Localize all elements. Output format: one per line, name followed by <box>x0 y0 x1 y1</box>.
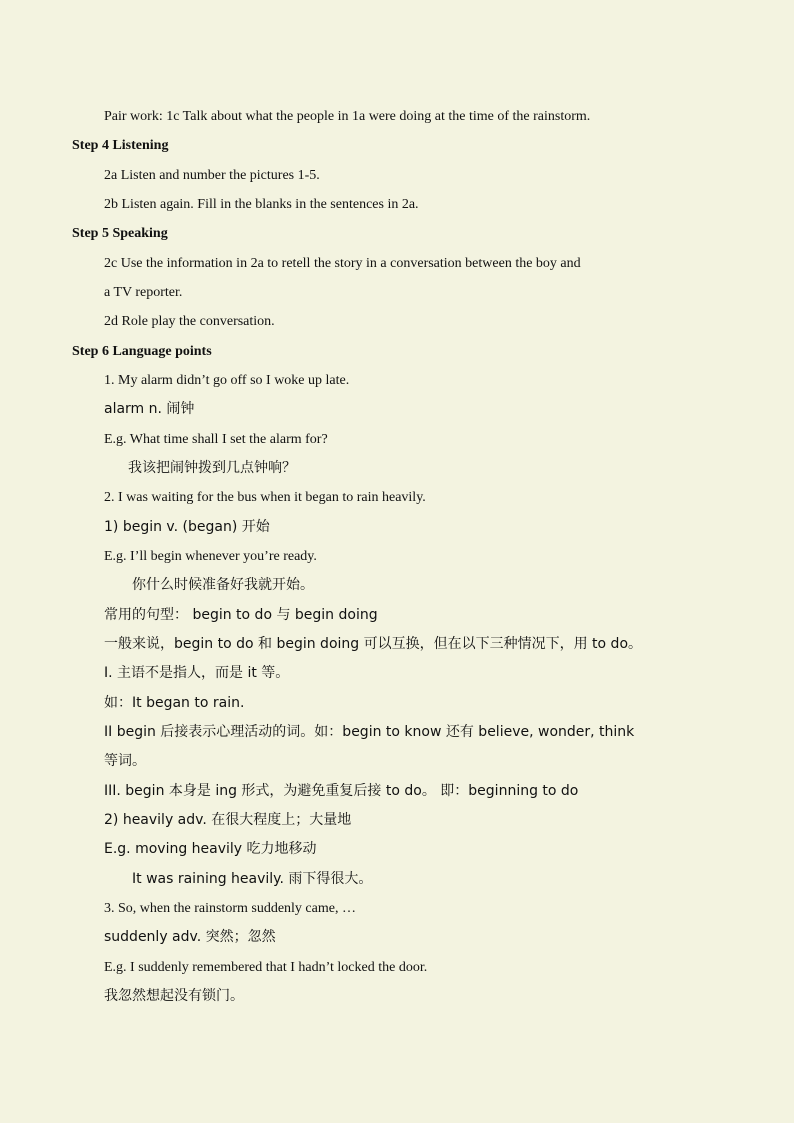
speaking-task-2c: 2c Use the information in 2a to retell the story in a conversation between the boy and <box>104 256 581 271</box>
speaking-task-2c-continuation: a TV reporter. <box>104 285 183 300</box>
alarm-definition: alarm n. 闹钟 <box>104 401 195 417</box>
listening-task-2b: 2b Listen again. Fill in the blanks in the sentences in 2a. <box>104 197 419 212</box>
pair-work-instruction: Pair work: 1c Talk about what the people in 1a were doing at the time of the rainstorm. <box>104 109 591 124</box>
suddenly-example: E.g. I suddenly remembered that I hadn’t locked the door. <box>104 960 428 975</box>
begin-rule-i-example: 如：It began to rain. <box>104 695 245 711</box>
heavily-example-2: It was raining heavily. 雨下得很大。 <box>132 871 373 887</box>
begin-example: E.g. I’ll begin whenever you’re ready. <box>104 549 317 564</box>
point-3-sentence: 3. So, when the rainstorm suddenly came, … <box>104 901 356 916</box>
begin-rule-ii: II begin 后接表示心理活动的词。如：begin to know 还有 believe, wonder, think <box>104 724 635 740</box>
step-4-heading: Step 4 Listening <box>72 138 169 153</box>
point-1-sentence: 1. My alarm didn’t go off so I woke up late. <box>104 373 350 388</box>
begin-rule-ii-continuation: 等词。 <box>104 753 146 769</box>
step-5-heading: Step 5 Speaking <box>72 226 168 241</box>
begin-rule-i: I. 主语不是指人，而是 it 等。 <box>104 665 290 681</box>
alarm-example-translation: 我该把闹钟拨到几点钟响？ <box>128 460 296 476</box>
heavily-example-1: E.g. moving heavily 吃力地移动 <box>104 841 317 857</box>
suddenly-example-translation: 我忽然想起没有锁门。 <box>104 988 244 1004</box>
suddenly-definition: suddenly adv. 突然；忽然 <box>104 929 276 945</box>
begin-definition: 1) begin v. (began) 开始 <box>104 519 270 535</box>
common-pattern: 常用的句型： begin to do 与 begin doing <box>104 607 378 623</box>
begin-usage-rule: 一般来说，begin to do 和 begin doing 可以互换，但在以下三种情况下，用 to do。 <box>104 636 643 652</box>
alarm-example: E.g. What time shall I set the alarm for? <box>104 432 328 447</box>
listening-task-2a: 2a Listen and number the pictures 1-5. <box>104 168 320 183</box>
speaking-task-2d: 2d Role play the conversation. <box>104 314 275 329</box>
begin-rule-iii: III. begin 本身是 ing 形式，为避免重复后接 to do。 即：beginning to do <box>104 783 579 799</box>
begin-example-translation: 你什么时候准备好我就开始。 <box>132 577 314 593</box>
step-6-heading: Step 6 Language points <box>72 344 212 359</box>
point-2-sentence: 2. I was waiting for the bus when it began to rain heavily. <box>104 490 426 505</box>
heavily-definition: 2) heavily adv. 在很大程度上；大量地 <box>104 812 352 828</box>
